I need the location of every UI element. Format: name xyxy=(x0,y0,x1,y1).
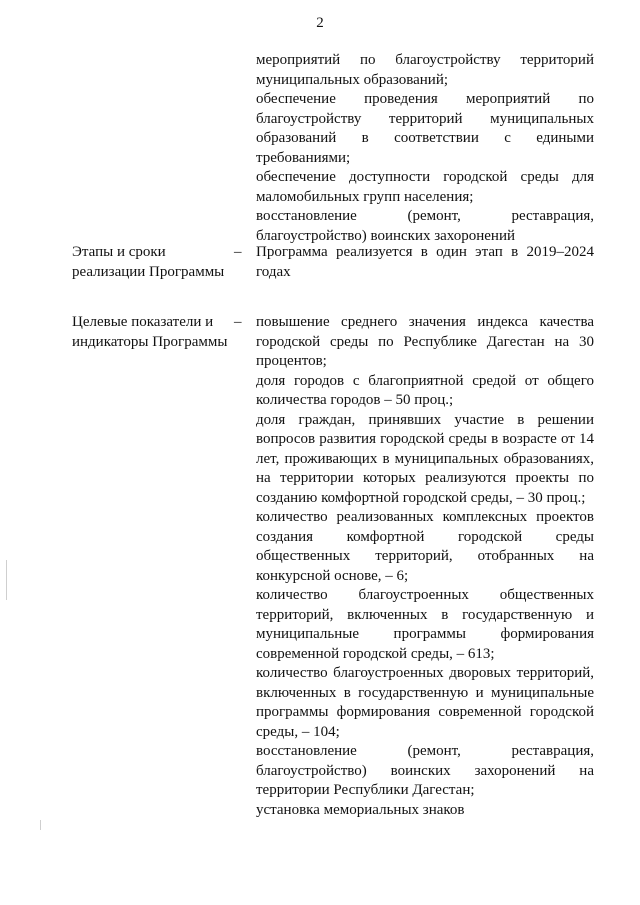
scan-mark xyxy=(6,560,7,600)
continuation-item: мероприятий по благоустройству территорий муниципальных образований; xyxy=(256,52,594,88)
targets-item: восстановление (ремонт, реставрация, благоустройство) воинских захоронений на территории Республики Дагестан; xyxy=(256,743,594,798)
targets-label: Целевые показатели и индикаторы Программы xyxy=(72,314,228,350)
stages-item: Программа реализуется в один этап в 2019–2024 годах xyxy=(256,244,594,280)
targets-item: повышение среднего значения индекса качества городской среды по Республике Дагестан на 30 процентов; xyxy=(256,314,594,369)
targets-dash: – xyxy=(234,314,242,330)
targets-item: установка мемориальных знаков xyxy=(256,801,465,818)
targets-item: доля городов с благоприятной средой от общего количества городов – 50 проц.; xyxy=(256,372,594,408)
continuation-item: обеспечение проведения мероприятий по благоустройству территорий муниципальных образований в соответствии с едиными требованиями; xyxy=(256,91,594,166)
targets-item: количество реализованных комплексных проектов создания комфортной городской среды общественных территорий, отобранных на конкурсной основе, – 6; xyxy=(256,509,594,584)
targets-item: количество благоустроенных дворовых территорий, включенных в государственную и муниципальные программы формирования современной городской среды, – 104; xyxy=(256,665,594,740)
targets-block xyxy=(256,313,594,820)
stages-dash: – xyxy=(234,244,242,260)
scan-mark xyxy=(40,820,41,830)
stages-block xyxy=(256,243,594,282)
continuation-block xyxy=(256,51,594,246)
targets-item: доля граждан, принявших участие в решении вопросов развития городской среды в возрасте от 14 лет, проживающих в муниципальных образованиях, на территории которых реализуются проекты по созданию комфортной городской среды, – 30 проц.; xyxy=(256,411,594,506)
stages-label: Этапы и сроки реализации Программы xyxy=(72,244,225,280)
page-number: 2 xyxy=(316,15,324,31)
continuation-item: восстановление (ремонт, реставрация, благоустройство) воинских захоронений xyxy=(256,208,594,244)
targets-item: количество благоустроенных общественных территорий, включенных в государственную и муниципальные программы формирования современной городской среды, – 613; xyxy=(256,587,594,662)
continuation-item: обеспечение доступности городской среды для маломобильных групп населения; xyxy=(256,169,594,205)
